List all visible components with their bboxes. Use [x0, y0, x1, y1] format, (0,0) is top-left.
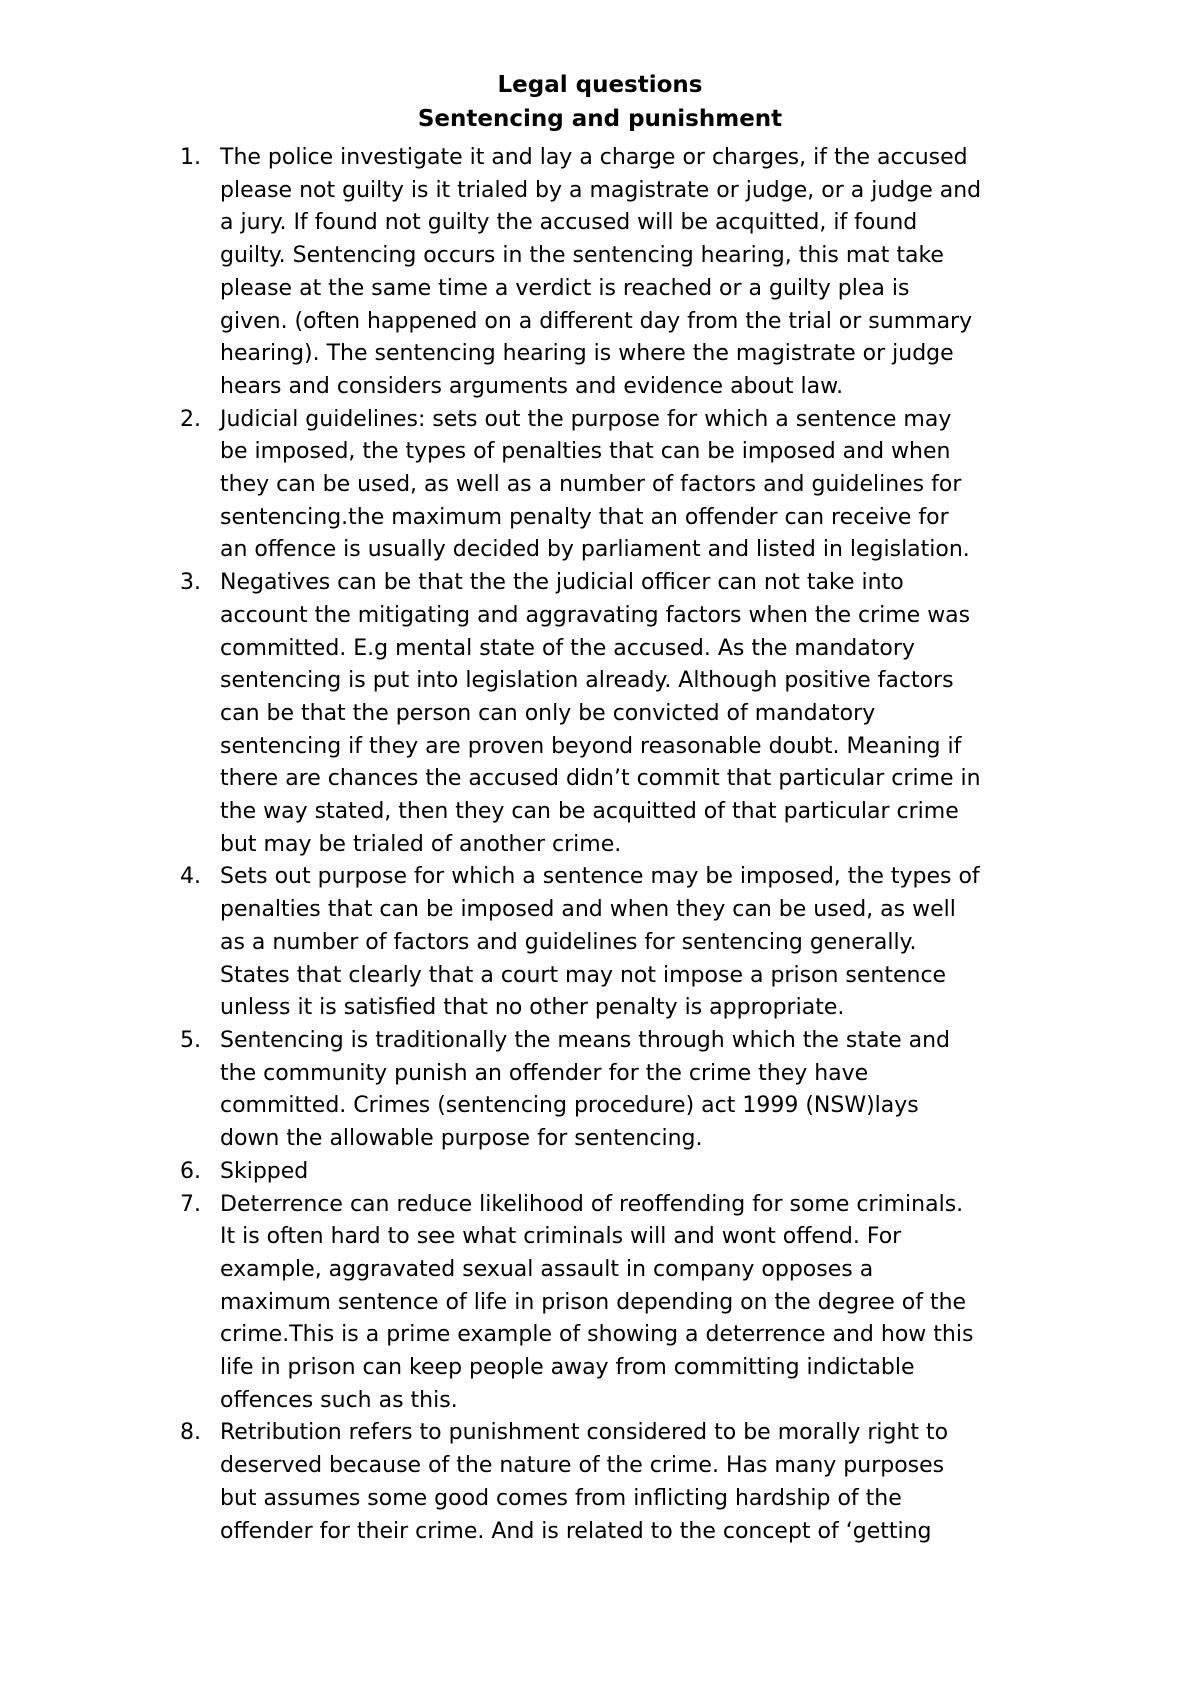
question-line: deserved because of the nature of the crime. Has many purposes	[220, 1453, 945, 1479]
question-line: as a number of factors and guidelines for sentencing generally.	[220, 929, 917, 955]
question-item-5	[180, 1025, 1080, 1156]
question-line: please at the same time a verdict is reached or a guilty plea is	[220, 275, 910, 301]
question-line: committed. E.g mental state of the accused. As the mandatory	[220, 635, 915, 661]
question-line: an offence is usually decided by parliament and listed in legislation.	[220, 537, 970, 563]
question-line: Deterrence can reduce likelihood of reoffending for some criminals.	[220, 1191, 964, 1217]
question-line: penalties that can be imposed and when they can be used, as well	[220, 897, 956, 923]
question-item-3	[180, 567, 1080, 861]
document-subtitle: Sentencing and punishment	[417, 106, 783, 132]
question-line: The police investigate it and lay a charge or charges, if the accused	[220, 145, 968, 170]
question-line: hears and considers arguments and evidence about law.	[220, 373, 844, 399]
question-line: Sets out purpose for which a sentence may be imposed, the types of	[220, 864, 980, 890]
question-number: 7.	[180, 1191, 201, 1217]
question-line: Judicial guidelines: sets out the purpose for which a sentence may	[220, 406, 952, 432]
document-title: Legal questions	[497, 72, 703, 98]
question-line: States that clearly that a court may not impose a prison sentence	[220, 962, 947, 988]
question-line: the way stated, then they can be acquitted of that particular crime	[220, 799, 959, 825]
question-list	[180, 142, 1080, 1548]
question-line: maximum sentence of life in prison depending on the degree of the	[220, 1289, 967, 1315]
question-line: offences such as this.	[220, 1387, 458, 1413]
question-line: they can be used, as well as a number of factors and guidelines for	[220, 472, 962, 498]
question-line: sentencing is put into legislation already. Although positive factors	[220, 668, 954, 694]
question-line: offender for their crime. And is related to the concept of ‘getting	[220, 1518, 932, 1544]
question-item-1	[180, 142, 1080, 404]
question-number: 2.	[180, 406, 201, 432]
question-item-2	[180, 404, 1080, 568]
question-line: life in prison can keep people away from committing indictable	[220, 1355, 915, 1381]
question-line: the community punish an offender for the crime they have	[220, 1060, 869, 1086]
question-number: 6.	[180, 1158, 201, 1184]
question-line: It is often hard to see what criminals will and wont offend. For	[220, 1224, 902, 1250]
question-line: can be that the person can only be convicted of mandatory	[220, 700, 876, 726]
question-line: please not guilty is it trialed by a magistrate or judge, or a judge and	[220, 177, 982, 203]
question-item-7	[180, 1189, 1080, 1418]
question-line: down the allowable purpose for sentencing.	[220, 1126, 703, 1152]
question-item-6	[180, 1156, 1080, 1189]
question-line: given. (often happened on a different day from the trial or summary	[220, 308, 973, 334]
question-number: 5.	[180, 1027, 201, 1053]
question-line: Retribution refers to punishment considered to be morally right to	[220, 1420, 949, 1446]
question-line: guilty. Sentencing occurs in the sentencing hearing, this mat take	[220, 243, 944, 269]
question-line: sentencing if they are proven beyond reasonable doubt. Meaning if	[220, 733, 962, 759]
question-line: crime.This is a prime example of showing a deterrence and how this	[220, 1322, 974, 1348]
question-number: 4.	[180, 864, 201, 890]
question-line: Sentencing is traditionally the means through which the state and	[220, 1027, 950, 1053]
question-line: be imposed, the types of penalties that can be imposed and when	[220, 439, 951, 465]
question-line: Negatives can be that the the judicial officer can not take into	[220, 570, 904, 596]
question-number: 8.	[180, 1420, 201, 1446]
question-number: 3.	[180, 570, 201, 596]
question-line: unless it is satisfied that no other penalty is appropriate.	[220, 995, 845, 1021]
question-line: but may be trialed of another crime.	[220, 831, 622, 857]
question-line: committed. Crimes (sentencing procedure) act 1999 (NSW)lays	[220, 1093, 919, 1119]
question-line: a jury. If found not guilty the accused will be acquitted, if found	[220, 210, 918, 236]
question-number: 1.	[180, 145, 201, 170]
question-line: example, aggravated sexual assault in company opposes a	[220, 1256, 874, 1282]
question-item-4	[180, 861, 1080, 1025]
question-line: but assumes some good comes from inflicting hardship of the	[220, 1485, 902, 1511]
question-line: there are chances the accused didn’t commit that particular crime in	[220, 766, 981, 792]
question-line: Skipped	[220, 1158, 309, 1184]
question-line: hearing). The sentencing hearing is where the magistrate or judge	[220, 341, 954, 367]
question-item-8	[180, 1417, 1080, 1548]
question-line: account the mitigating and aggravating factors when the crime was	[220, 602, 971, 628]
question-line: sentencing.the maximum penalty that an offender can receive for	[220, 504, 949, 530]
